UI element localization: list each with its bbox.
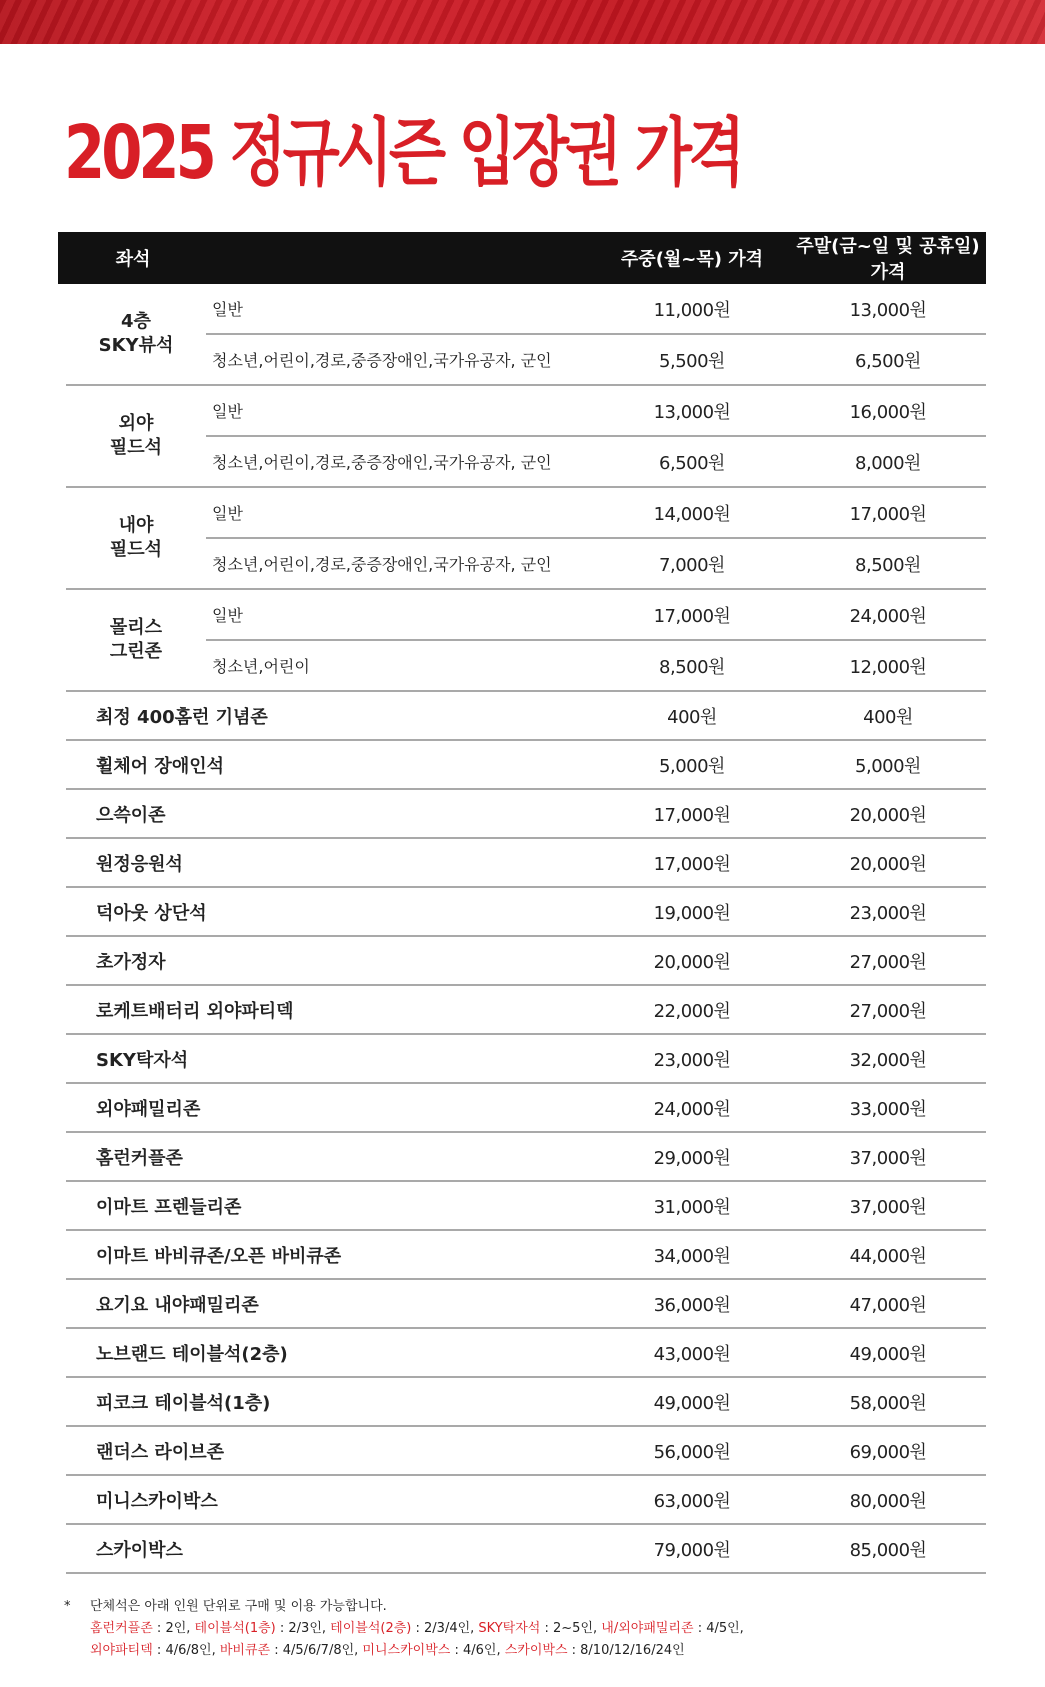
table-row [66,790,986,839]
weekend-price: 32,000원 [849,1049,927,1071]
table-row [66,1231,986,1280]
weekday-price: 34,000원 [653,1245,731,1267]
ticket-type: 일반 [212,504,243,523]
weekday-price: 79,000원 [653,1539,731,1561]
weekend-price: 44,000원 [849,1245,927,1267]
note-count: : 4/5/6/7/8인, [270,1643,363,1658]
seat-name: 이마트 프렌들리존 [96,1196,242,1218]
group-name: 내야 필드석 [109,515,163,560]
weekday-price: 19,000원 [653,902,731,924]
weekend-price: 27,000원 [849,951,927,973]
table-row [66,1427,986,1476]
note-seat: 홈런커플존 [90,1621,153,1636]
weekend-price: 58,000원 [849,1392,927,1414]
table-row [66,1280,986,1329]
weekday-price: 49,000원 [653,1392,731,1414]
weekday-price: 63,000원 [653,1490,731,1512]
note-count: : 4/6/8인, [152,1643,220,1658]
weekend-price: 12,000원 [849,656,927,678]
weekday-price: 14,000원 [653,503,731,525]
weekend-price: 47,000원 [849,1294,927,1316]
note-bullet: * [64,1599,71,1614]
weekend-price: 20,000원 [849,853,927,875]
note-intro: 단체석은 아래 인원 단위로 구매 및 이용 가능합니다. [90,1599,387,1614]
table-row [66,937,986,986]
table-row [66,1182,986,1231]
seat-name: 피코크 테이블석(1층) [96,1392,271,1414]
weekend-price: 6,500원 [855,350,921,372]
table-row [206,435,986,486]
ticket-type: 일반 [212,606,243,625]
table-row [66,839,986,888]
weekday-price: 24,000원 [653,1098,731,1120]
note-count: : 8/10/12/16/24인 [567,1643,685,1658]
table-row [206,537,986,588]
weekend-price: 23,000원 [849,902,927,924]
weekend-price: 69,000원 [849,1441,927,1463]
weekday-price: 22,000원 [653,1000,731,1022]
weekday-price: 5,500원 [659,350,725,372]
weekday-price: 56,000원 [653,1441,731,1463]
table-row [66,741,986,790]
weekday-price: 13,000원 [653,401,731,423]
note-count: : 2인, [152,1621,195,1636]
table-row [66,1133,986,1182]
weekday-price: 17,000원 [653,804,731,826]
table-row [206,284,986,333]
note-count: : 2/3인, [275,1621,331,1636]
note-count: : 4/6인, [450,1643,505,1658]
weekend-price: 400원 [863,706,913,728]
seat-name: 초가정자 [96,951,166,973]
price-table [58,232,986,1574]
seat-name: 으쓱이존 [96,804,166,826]
note-line [64,1618,744,1640]
top-banner [0,0,1045,44]
ticket-type: 청소년,어린이 [212,657,310,676]
table-row [66,692,986,741]
table-row [66,1378,986,1427]
weekend-price: 85,000원 [849,1539,927,1561]
note-count: : 2/3/4인, [411,1621,479,1636]
seat-group [66,386,986,488]
ticket-type: 청소년,어린이,경로,중증장애인,국가유공자, 군인 [212,555,552,574]
table-row [66,888,986,937]
note-seat: 바비큐존 [219,1643,271,1658]
ticket-type: 일반 [212,300,243,319]
weekday-price: 5,000원 [659,755,725,777]
weekday-price: 11,000원 [653,299,731,321]
weekday-price: 7,000원 [659,554,725,576]
seat-name: 로케트배터리 외야파티덱 [96,1000,294,1022]
header-seat: 좌석 [115,249,151,270]
seat-name: 원정응원석 [96,853,183,875]
seat-name: 미니스카이박스 [96,1490,218,1512]
weekend-price: 8,500원 [855,554,921,576]
table-row [206,488,986,537]
seat-name: 최정 400홈런 기념존 [96,706,268,728]
ticket-type: 청소년,어린이,경로,중증장애인,국가유공자, 군인 [212,453,552,472]
note-seat: 내/외야패밀리존 [601,1621,694,1636]
seat-name: 덕아웃 상단석 [96,902,207,924]
seat-name: 요기요 내야패밀리존 [96,1294,259,1316]
weekday-price: 6,500원 [659,452,725,474]
note-seat: SKY탁자석 [478,1621,541,1636]
seat-name: 외야패밀리존 [96,1098,201,1120]
seat-name: 이마트 바비큐존/오픈 바비큐존 [96,1245,342,1267]
weekend-price: 37,000원 [849,1196,927,1218]
table-row [66,1329,986,1378]
header-weekend: 주말(금~일 및 공휴일) 가격 [796,236,980,283]
note-count: : 2~5인, [540,1621,602,1636]
seat-group [66,488,986,590]
note-seat: 테이블석(1층) [194,1621,276,1636]
weekday-price: 17,000원 [653,853,731,875]
ticket-type: 일반 [212,402,243,421]
group-name: 외야 필드석 [109,413,163,458]
note-seat: 테이블석(2층) [330,1621,412,1636]
group-name: 몰리스 그린존 [109,617,163,662]
weekend-price: 24,000원 [849,605,927,627]
note-seat: 외야파티덱 [90,1643,153,1658]
weekend-price: 33,000원 [849,1098,927,1120]
weekday-price: 400원 [667,706,717,728]
table-row [66,1476,986,1525]
table-header [58,232,986,284]
group-name: 4층 SKY뷰석 [98,311,174,356]
note-count: : 4/5인, [693,1621,744,1636]
weekend-price: 8,000원 [855,452,921,474]
table-row [206,639,986,690]
seat-name: 노브랜드 테이블석(2층) [96,1343,288,1365]
group-seat-notes [64,1596,744,1662]
weekend-price: 13,000원 [849,299,927,321]
table-row [206,590,986,639]
note-line [64,1640,744,1662]
header-weekday: 주중(월~목) 가격 [620,249,764,270]
seat-group [66,284,986,386]
seat-name: 휠체어 장애인석 [96,755,224,777]
ticket-type: 청소년,어린이,경로,중증장애인,국가유공자, 군인 [212,351,552,370]
weekday-price: 31,000원 [653,1196,731,1218]
seat-name: SKY탁자석 [96,1049,189,1071]
weekend-price: 49,000원 [849,1343,927,1365]
table-row [206,386,986,435]
table-row [66,1084,986,1133]
weekday-price: 43,000원 [653,1343,731,1365]
weekend-price: 80,000원 [849,1490,927,1512]
note-seat: 미니스카이박스 [362,1643,451,1658]
page-title: 2025 정규시즌 입장권 가격 [64,110,742,196]
weekday-price: 8,500원 [659,656,725,678]
weekday-price: 23,000원 [653,1049,731,1071]
note-seat: 스카이박스 [504,1643,568,1658]
weekend-price: 16,000원 [849,401,927,423]
table-row [66,1035,986,1084]
weekend-price: 17,000원 [849,503,927,525]
weekday-price: 36,000원 [653,1294,731,1316]
weekday-price: 29,000원 [653,1147,731,1169]
seat-name: 스카이박스 [96,1539,183,1561]
weekday-price: 17,000원 [653,605,731,627]
seat-name: 랜더스 라이브존 [96,1441,224,1463]
seat-group [66,590,986,692]
weekend-price: 20,000원 [849,804,927,826]
table-row [206,333,986,384]
weekend-price: 37,000원 [849,1147,927,1169]
table-row [66,986,986,1035]
weekday-price: 20,000원 [653,951,731,973]
table-row [66,1525,986,1574]
weekend-price: 27,000원 [849,1000,927,1022]
seat-name: 홈런커플존 [96,1147,183,1169]
weekend-price: 5,000원 [855,755,921,777]
